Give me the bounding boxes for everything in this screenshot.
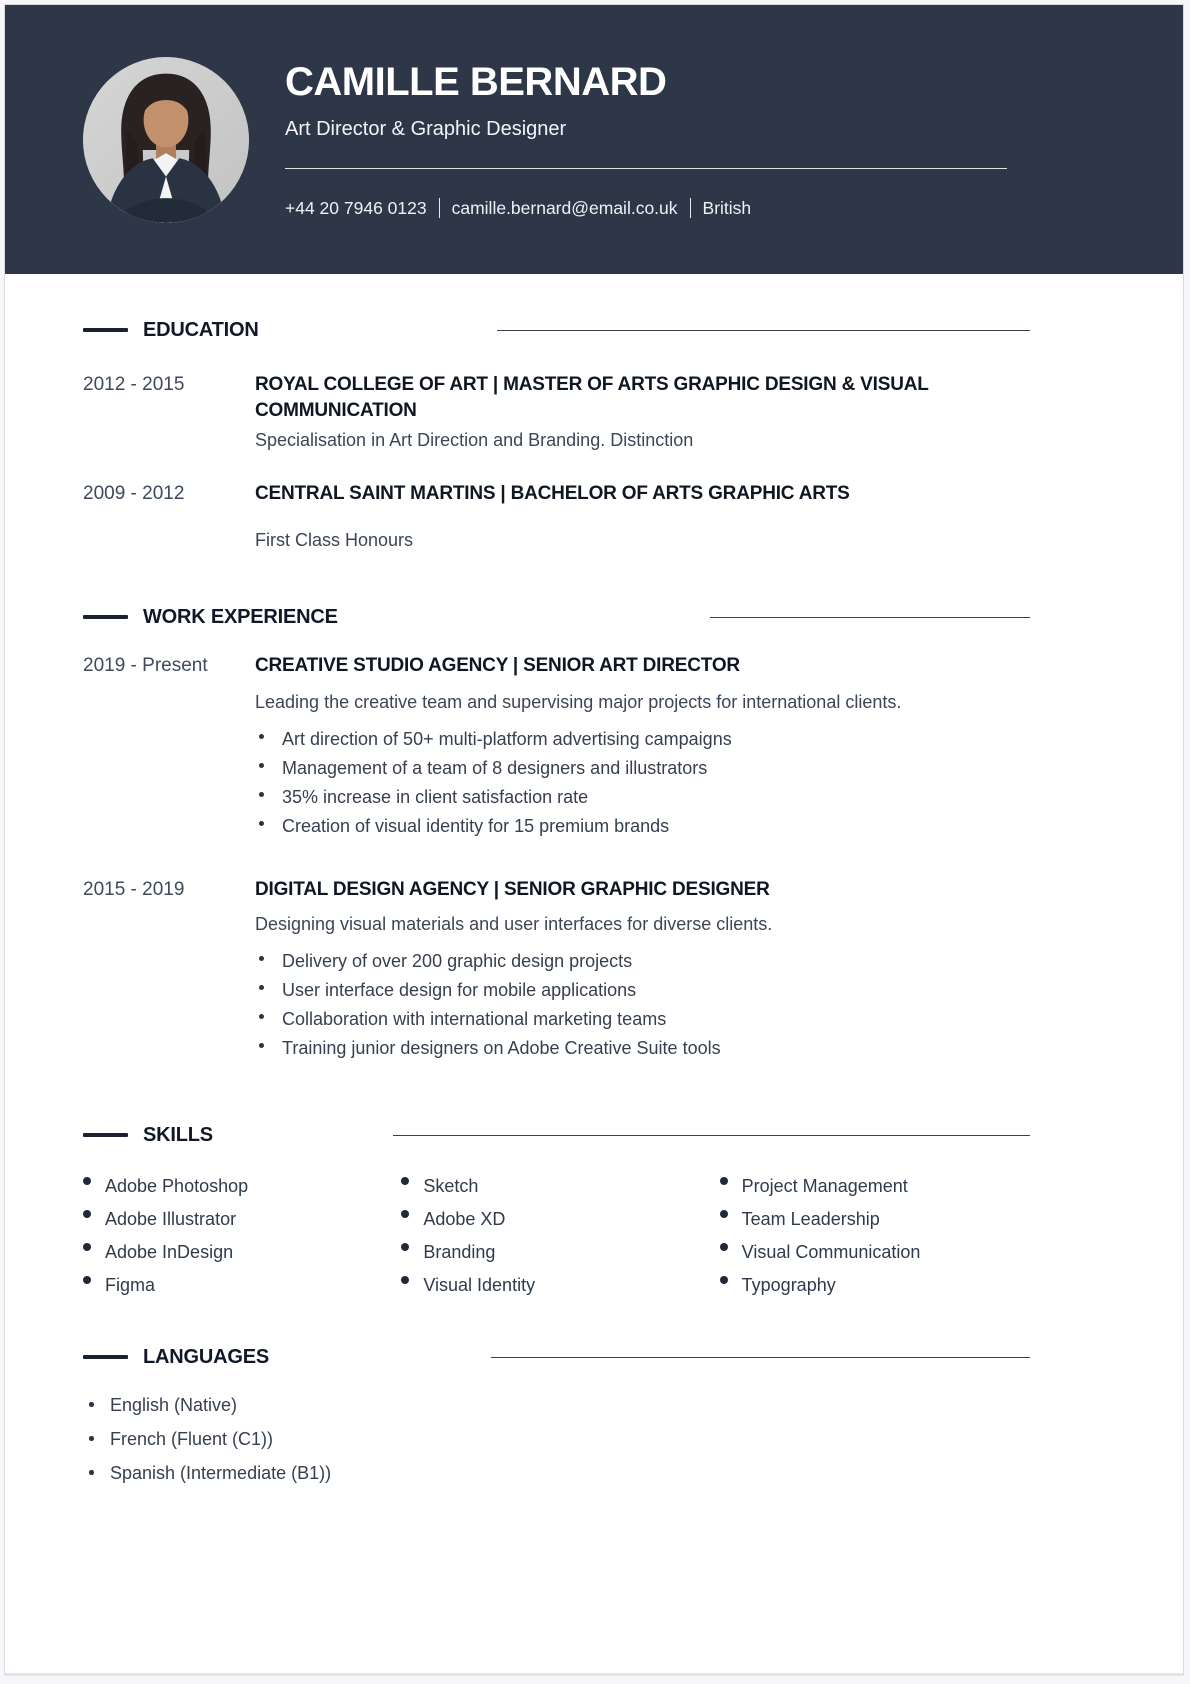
skill-label: Project Management xyxy=(741,1176,908,1196)
skill-label: Visual Identity xyxy=(423,1275,536,1295)
section-title: SKILLS xyxy=(143,1123,213,1146)
bullet-dot-icon xyxy=(259,792,264,797)
skill-label: Adobe InDesign xyxy=(105,1242,234,1262)
section-header-education xyxy=(83,318,1030,342)
bullet-dot-icon xyxy=(259,821,264,826)
achievement-list xyxy=(255,729,1030,836)
bullet-dot-icon xyxy=(259,1014,264,1019)
language-item xyxy=(83,1395,1030,1416)
section-dash-icon xyxy=(83,1355,128,1359)
language-label: French (Fluent (C1)) xyxy=(110,1429,274,1449)
section-rule xyxy=(497,330,1030,331)
section-header-languages xyxy=(83,1345,1030,1369)
resume-body xyxy=(5,318,1183,1484)
achievement-item xyxy=(255,1009,1030,1029)
skill-label: Branding xyxy=(423,1242,496,1262)
section-header-work-experience xyxy=(83,605,1030,629)
skill-item xyxy=(401,1208,711,1230)
section-rule xyxy=(393,1135,1030,1136)
work-experience-entry xyxy=(83,653,1030,845)
section-dash-icon xyxy=(83,328,128,332)
section-rule xyxy=(491,1357,1030,1358)
bullet-dot-icon xyxy=(401,1243,409,1251)
email-address: camille.bernard@email.co.uk xyxy=(451,197,678,218)
entry-main xyxy=(255,653,1030,845)
skill-label: Adobe XD xyxy=(423,1209,506,1229)
achievement-item xyxy=(255,729,1030,749)
bullet-dot-icon xyxy=(89,1402,94,1407)
bullet-dot-icon xyxy=(83,1210,91,1218)
bullet-dot-icon xyxy=(259,734,264,739)
bullet-dot-icon xyxy=(83,1243,91,1251)
skill-item xyxy=(401,1241,711,1263)
job-title: Art Director & Graphic Designer xyxy=(285,117,567,140)
skill-item xyxy=(83,1274,393,1296)
achievement-item xyxy=(255,980,1030,1000)
entry-dates: 2012 - 2015 xyxy=(83,374,185,395)
skill-item xyxy=(83,1241,393,1263)
languages-list xyxy=(83,1395,1030,1484)
achievement-text: Creation of visual identity for 15 premium brands xyxy=(282,816,670,836)
bullet-dot-icon xyxy=(259,763,264,768)
header-banner xyxy=(5,5,1183,274)
skill-item xyxy=(720,1274,1030,1296)
language-label: English (Native) xyxy=(110,1395,238,1415)
separator-bar xyxy=(439,198,440,218)
separator-bar xyxy=(690,198,691,218)
section-dash-icon xyxy=(83,615,128,619)
skill-label: Team Leadership xyxy=(741,1209,880,1229)
nationality: British xyxy=(702,197,752,218)
skills-column xyxy=(401,1175,711,1307)
bullet-dot-icon xyxy=(83,1276,91,1284)
resume-page xyxy=(4,4,1184,1676)
achievement-text: 35% increase in client satisfaction rate xyxy=(282,787,589,807)
achievement-text: Delivery of over 200 graphic design projects xyxy=(282,951,633,971)
bullet-dot-icon xyxy=(720,1210,728,1218)
achievement-item xyxy=(255,1038,1030,1058)
bullet-dot-icon xyxy=(259,985,264,990)
skill-item xyxy=(720,1241,1030,1263)
achievement-item xyxy=(255,951,1030,971)
bullet-dot-icon xyxy=(259,956,264,961)
header-text-block xyxy=(285,61,1007,219)
section-header-skills xyxy=(83,1123,1030,1147)
language-label: Spanish (Intermediate (B1)) xyxy=(110,1463,332,1483)
section-rule xyxy=(710,617,1030,618)
language-item xyxy=(83,1463,1030,1484)
section-dash-icon xyxy=(83,1133,128,1137)
bullet-dot-icon xyxy=(259,1043,264,1048)
skills-grid xyxy=(83,1175,1030,1307)
achievement-text: Management of a team of 8 designers and illustrators xyxy=(282,758,708,778)
entry-main xyxy=(255,481,1030,553)
education-entry xyxy=(83,481,1030,553)
achievement-text: Art direction of 50+ multi-platform advertising campaigns xyxy=(282,729,732,749)
skill-label: Adobe Photoshop xyxy=(105,1176,249,1196)
skill-item xyxy=(83,1175,393,1197)
entry-description: First Class Honours xyxy=(255,530,414,550)
portrait-illustration xyxy=(83,57,249,223)
skills-column xyxy=(720,1175,1030,1307)
bullet-dot-icon xyxy=(89,1470,94,1475)
entry-dates: 2009 - 2012 xyxy=(83,483,185,504)
skill-label: Adobe Illustrator xyxy=(105,1209,237,1229)
achievement-item xyxy=(255,758,1030,778)
bullet-dot-icon xyxy=(720,1177,728,1185)
section-title: EDUCATION xyxy=(143,318,259,341)
education-entry xyxy=(83,372,1030,453)
entry-description: Designing visual materials and user interfaces for diverse clients. xyxy=(255,914,773,934)
profile-photo xyxy=(83,57,249,223)
entry-main xyxy=(255,877,1030,1067)
bullet-dot-icon xyxy=(720,1276,728,1284)
person-name: CAMILLE BERNARD xyxy=(285,59,667,104)
skills-column xyxy=(83,1175,393,1307)
skill-item xyxy=(83,1208,393,1230)
header-divider xyxy=(285,168,1007,169)
achievement-list xyxy=(255,951,1030,1058)
skill-label: Visual Communication xyxy=(741,1242,921,1262)
bullet-dot-icon xyxy=(401,1210,409,1218)
entry-title: DIGITAL DESIGN AGENCY | SENIOR GRAPHIC DESIGNER xyxy=(255,879,770,900)
skill-label: Figma xyxy=(105,1275,156,1295)
achievement-item xyxy=(255,787,1030,807)
contact-line xyxy=(285,198,1007,219)
language-item xyxy=(83,1429,1030,1450)
bullet-dot-icon xyxy=(401,1177,409,1185)
skill-item xyxy=(720,1208,1030,1230)
entry-dates: 2019 - Present xyxy=(83,655,208,676)
skill-item xyxy=(401,1175,711,1197)
bullet-dot-icon xyxy=(89,1436,94,1441)
skill-label: Typography xyxy=(741,1275,836,1295)
bullet-dot-icon xyxy=(83,1177,91,1185)
section-title: LANGUAGES xyxy=(143,1345,269,1368)
achievement-text: Collaboration with international marketing teams xyxy=(282,1009,667,1029)
bullet-dot-icon xyxy=(401,1276,409,1284)
achievement-text: User interface design for mobile applications xyxy=(282,980,637,1000)
skill-item xyxy=(720,1175,1030,1197)
skill-item xyxy=(401,1274,711,1296)
entry-description: Specialisation in Art Direction and Branding. Distinction xyxy=(255,430,694,450)
work-experience-entry xyxy=(83,877,1030,1067)
bullet-dot-icon xyxy=(720,1243,728,1251)
entry-title: CENTRAL SAINT MARTINS | BACHELOR OF ARTS GRAPHIC ARTS xyxy=(255,483,850,504)
phone-number: +44 20 7946 0123 xyxy=(285,197,427,218)
skill-label: Sketch xyxy=(423,1176,479,1196)
entry-main xyxy=(255,372,1030,453)
entry-description: Leading the creative team and supervising major projects for international clients. xyxy=(255,692,902,712)
achievement-item xyxy=(255,816,1030,836)
entry-title: ROYAL COLLEGE OF ART | MASTER OF ARTS GRAPHIC DESIGN & VISUAL COMMUNICATION xyxy=(255,374,929,421)
section-title: WORK EXPERIENCE xyxy=(143,605,338,628)
achievement-text: Training junior designers on Adobe Creative Suite tools xyxy=(282,1038,721,1058)
entry-dates: 2015 - 2019 xyxy=(83,879,185,900)
entry-title: CREATIVE STUDIO AGENCY | SENIOR ART DIRECTOR xyxy=(255,655,740,676)
